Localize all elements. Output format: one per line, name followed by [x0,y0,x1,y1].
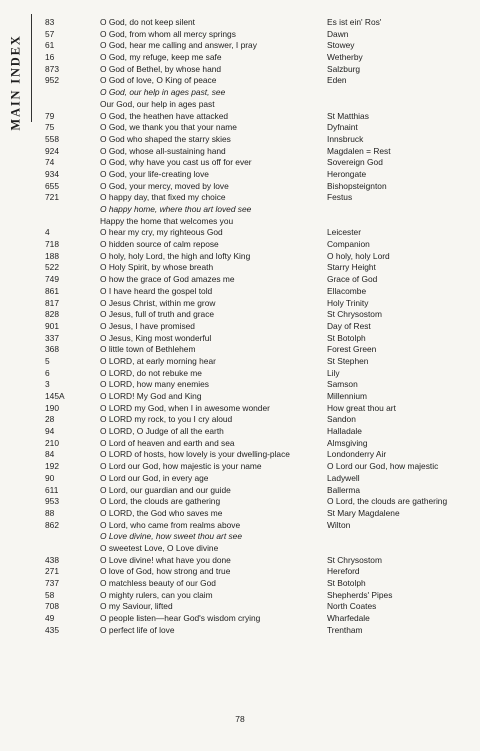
index-row [0,496,480,508]
tune-name: Companion [327,239,370,250]
side-index-title: MAIN INDEX [8,33,23,131]
first-line: O God, your mercy, moved by love [100,180,229,191]
tune-name: Es ist ein' Ros' [327,17,382,27]
hymn-number: 3 [45,379,50,390]
hymn-number: 718 [45,239,59,250]
hymn-number: 953 [45,496,59,507]
index-row [0,169,480,181]
first-line: O God who shaped the starry skies [100,133,231,144]
tune-name: O holy, holy Lord [327,250,390,261]
hymn-number: 57 [45,28,55,39]
hymn-number: 84 [45,449,55,460]
index-row [0,379,480,391]
tune-name: St Mary Magdalene [327,507,400,518]
tune-name: Bishopsteignton [327,180,387,191]
first-line: O sweetest Love, O Love divine [100,542,219,553]
tune-name: St Matthias [327,110,369,121]
first-line: O I have heard the gospel told [100,285,213,296]
index-row [0,17,480,29]
hymn-number: 16 [45,52,55,63]
first-line: O LORD, O Judge of all the earth [100,426,224,437]
hymn-number: 721 [45,192,59,203]
first-line: O God of Bethel, by whose hand [100,63,222,74]
hymn-number: 49 [45,613,55,624]
first-line: O Jesus, I have promised [100,320,195,331]
index-row [0,181,480,193]
hymn-number: 611 [45,484,59,495]
index-row [0,75,480,87]
first-line: O LORD, at early morning hear [100,355,216,366]
index-row [0,64,480,76]
tune-name: Londonderry Air [327,449,387,460]
first-line: O how the grace of God amazes me [100,274,235,285]
index-row [0,403,480,415]
index-row [0,613,480,625]
tune-name: Holy Trinity [327,297,369,308]
first-line: O Lord of heaven and earth and sea [100,437,235,448]
index-row [0,391,480,403]
first-line: O LORD! My God and King [100,391,202,401]
index-row [0,368,480,380]
first-line: O God, our help in ages past, see [100,87,226,98]
index-row [0,414,480,426]
index-row [0,99,480,111]
index-row [0,356,480,368]
page-number: 78 [235,714,245,724]
index-list [0,17,480,636]
hymn-number: 188 [45,250,59,261]
first-line: O Lord, the clouds are gathering [100,496,221,507]
index-row [0,449,480,461]
first-line: O God, we thank you that your name [100,122,237,133]
index-row [0,87,480,99]
tune-name: St Chrysostom [327,554,382,565]
tune-name: Hereford [327,566,360,577]
first-line: O Lord, our guardian and our guide [100,484,231,495]
first-line: O LORD, how many enemies [100,379,209,390]
first-line: O mighty rulers, can you claim [100,589,213,600]
tune-name: Herongate [327,168,367,179]
first-line: Happy the home that welcomes you [100,215,234,226]
first-line: O LORD of hosts, how lovely is your dwelling-place [100,449,290,460]
hymn-number: 861 [45,285,59,296]
first-line: O Jesus, King most wonderful [100,332,212,343]
tune-name: Ladywell [327,472,360,483]
hymn-number: 737 [45,578,59,588]
tune-name: Millennium [327,391,368,401]
index-row [0,251,480,263]
tune-name: Halladale [327,426,362,437]
index-row [0,543,480,555]
first-line: O God, hear me calling and answer, I pray [100,40,257,51]
hymn-number: 5 [45,355,50,366]
index-row [0,216,480,228]
first-line: O hidden source of calm repose [100,239,219,250]
first-line: O God, why have you cast us off for ever [100,157,252,168]
index-row [0,321,480,333]
index-row [0,40,480,52]
hymn-number: 94 [45,426,55,437]
tune-name: Forest Green [327,344,377,355]
first-line: O Love divine, how sweet thou art see [100,531,242,542]
tune-name: Innsbruck [327,133,364,144]
hymn-number: 873 [45,63,59,74]
tune-name: Sovereign God [327,157,383,168]
tune-name: How great thou art [327,402,396,413]
first-line: O God of love, O King of peace [100,75,217,86]
hymn-number: 862 [45,519,59,530]
first-line: O God, your life-creating love [100,168,209,179]
hymn-number: 271 [45,566,59,577]
hymn-number: 337 [45,332,59,343]
index-row [0,227,480,239]
index-row [0,52,480,64]
index-row [0,625,480,637]
hymn-number: 4 [45,227,50,238]
hymn-number: 145A [45,391,65,401]
hymn-number: 368 [45,344,59,355]
index-row [0,578,480,590]
first-line: O God, from whom all mercy springs [100,28,236,39]
first-line: O LORD, the God who saves me [100,507,223,518]
tune-name: Shepherds' Pipes [327,589,393,600]
tune-name: Stowey [327,40,355,51]
first-line: Our God, our help in ages past [100,98,215,109]
index-row [0,274,480,286]
hymn-number: 28 [45,414,55,425]
index-row [0,461,480,473]
hymn-number: 58 [45,589,55,600]
tune-name: Eden [327,75,347,86]
index-row [0,122,480,134]
tune-name: O Lord our God, how majestic [327,461,439,472]
index-row [0,134,480,146]
tune-name: Ellacombe [327,285,367,296]
index-row [0,531,480,543]
index-row [0,590,480,602]
first-line: O LORD, do not rebuke me [100,367,202,378]
index-row [0,204,480,216]
index-row [0,485,480,497]
tune-name: St Chrysostom [327,309,382,320]
index-row [0,192,480,204]
first-line: O God, the heathen have attacked [100,110,229,121]
tune-name: St Botolph [327,578,366,588]
hymn-number: 655 [45,180,59,191]
index-row [0,309,480,321]
hymn-number: 901 [45,320,59,331]
tune-name: Trentham [327,624,363,635]
first-line: O LORD my rock, to you I cry aloud [100,414,233,425]
first-line: O Jesus, full of truth and grace [100,309,215,320]
tune-name: Wharfedale [327,613,370,624]
index-row [0,438,480,450]
hymn-number: 83 [45,17,55,27]
index-row [0,508,480,520]
first-line: O God, my refuge, keep me safe [100,52,222,63]
hymn-number: 952 [45,75,59,86]
hymn-number: 74 [45,157,55,168]
tune-name: Dyfnaint [327,122,358,133]
first-line: O Lord our God, in every age [100,472,209,483]
tune-name: Leicester [327,227,361,238]
tune-name: Almsgiving [327,437,368,448]
first-line: O happy day, that fixed my choice [100,192,226,203]
tune-name: St Stephen [327,355,369,366]
first-line: O Holy Spirit, by whose breath [100,262,214,273]
index-row [0,286,480,298]
tune-name: Day of Rest [327,320,371,331]
index-row [0,29,480,41]
hymn-number: 190 [45,402,59,413]
index-row [0,298,480,310]
hymn-number: 6 [45,367,50,378]
hymn-number: 558 [45,133,59,144]
hymn-number: 438 [45,554,59,565]
hymn-number: 828 [45,309,59,320]
first-line: O little town of Bethlehem [100,344,196,355]
index-row [0,111,480,123]
tune-name: Samson [327,379,358,390]
index-row [0,520,480,532]
hymn-number: 88 [45,507,55,518]
first-line: O Lord, who came from realms above [100,519,241,530]
tune-name: St Botolph [327,332,366,343]
hymn-number: 749 [45,274,59,285]
tune-name: Starry Height [327,262,376,273]
index-row [0,473,480,485]
index-row [0,566,480,578]
hymn-number: 435 [45,624,59,635]
index-row [0,555,480,567]
first-line: O Jesus Christ, within me grow [100,297,216,308]
index-row [0,262,480,274]
first-line: O people listen—hear God's wisdom crying [100,613,261,624]
first-line: O matchless beauty of our God [100,578,216,588]
index-row [0,333,480,345]
hymn-number: 210 [45,437,59,448]
first-line: O Lord our God, how majestic is your name [100,461,262,472]
tune-name: Magdalen = Rest [327,145,391,156]
hymn-number: 934 [45,168,59,179]
hymn-number: 817 [45,297,59,308]
first-line: O happy home, where thou art loved see [100,204,252,214]
tune-name: North Coates [327,601,377,612]
hymn-number: 924 [45,145,59,156]
first-line: O perfect life of love [100,624,175,635]
first-line: O God, do not keep silent [100,17,195,27]
index-row [0,146,480,158]
first-line: O hear my cry, my righteous God [100,227,223,238]
index-row [0,344,480,356]
hymn-number: 708 [45,601,59,612]
tune-name: Wetherby [327,52,363,63]
index-row [0,426,480,438]
tune-name: Grace of God [327,274,378,285]
tune-name: O Lord, the clouds are gathering [327,496,448,507]
hymn-number: 192 [45,461,59,472]
tune-name: Wilton [327,519,351,530]
first-line: O Love divine! what have you done [100,554,231,565]
first-line: O God, whose all-sustaining hand [100,145,226,156]
first-line: O holy, holy Lord, the high and lofty King [100,250,251,261]
first-line: O love of God, how strong and true [100,566,231,577]
first-line: O LORD my God, when I in awesome wonder [100,402,270,413]
hymn-number: 61 [45,40,55,51]
tune-name: Lily [327,367,340,378]
index-row [0,157,480,169]
hymn-number: 522 [45,262,59,273]
tune-name: Ballerma [327,484,361,495]
hymn-number: 79 [45,110,55,121]
hymn-number: 90 [45,472,55,483]
tune-name: Dawn [327,28,349,39]
index-row [0,601,480,613]
index-row [0,239,480,251]
first-line: O my Saviour, lifted [100,601,173,612]
tune-name: Festus [327,192,353,203]
tune-name: Salzburg [327,63,361,74]
tune-name: Sandon [327,414,356,425]
hymn-number: 75 [45,122,55,133]
